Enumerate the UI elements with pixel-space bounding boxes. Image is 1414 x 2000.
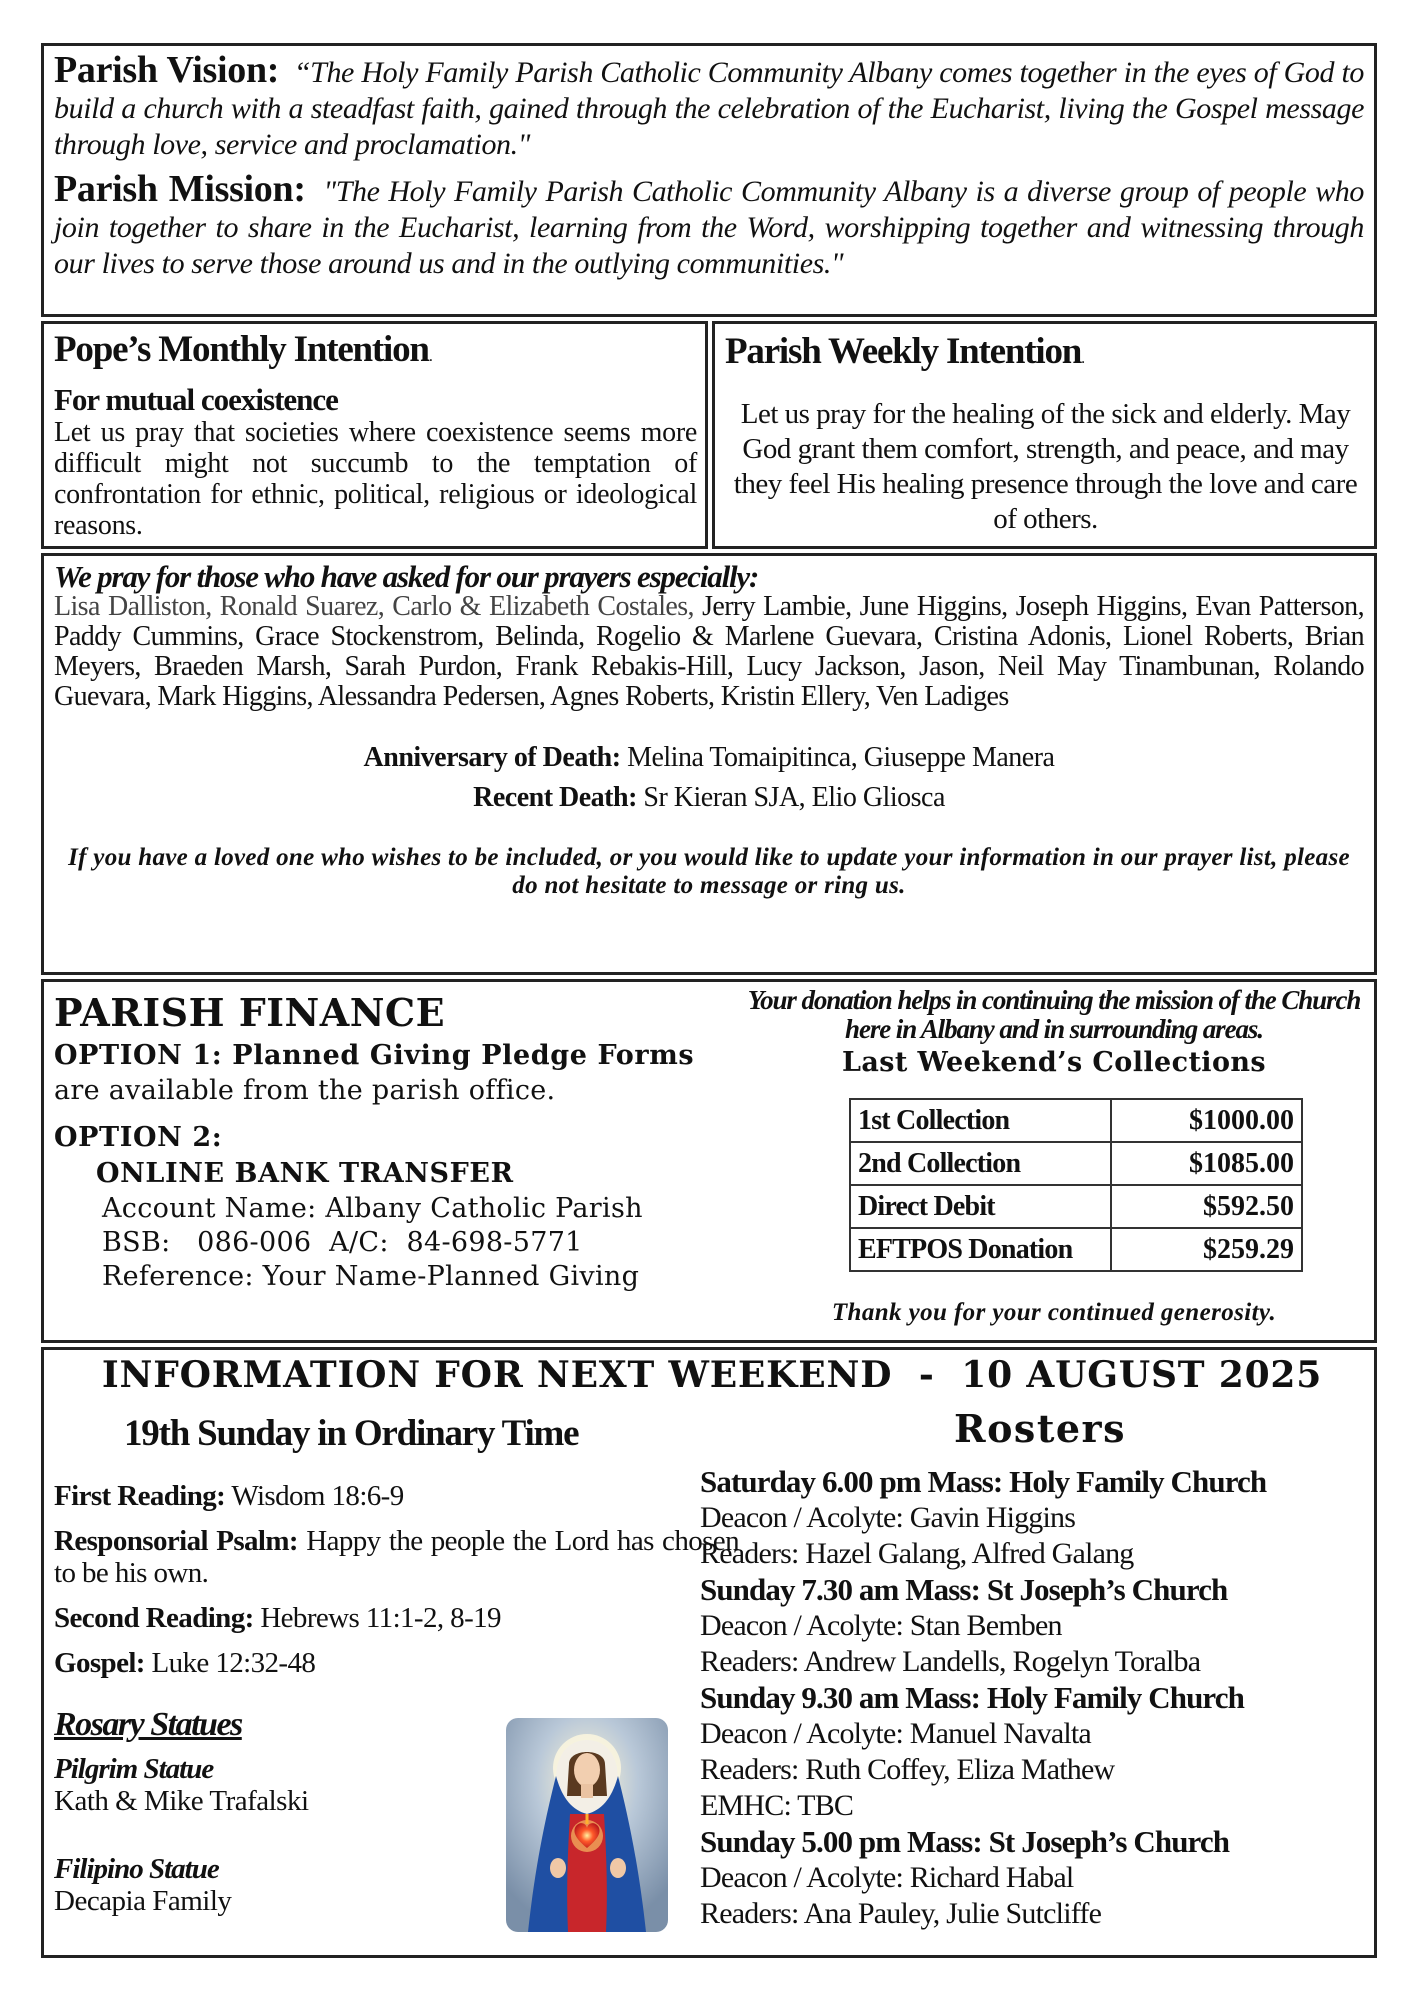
- roster-line: Deacon / Acolyte: Manuel Navalta: [700, 1717, 1091, 1750]
- readings-list: [54, 1480, 739, 1692]
- pope-intention-text: Let us pray that societies where coexistence seems more difficult might not succumb to the temptation of confrontation for ethnic, political, religious or ideological reasons.: [54, 417, 697, 541]
- prayer-list-heading: We pray for those who have asked for our prayers especially:: [54, 559, 759, 594]
- donation-note: Your donation helps in continuing the mission of the Church here in Albany and in surrounding areas.: [747, 985, 1361, 1044]
- option2-method: ONLINE BANK TRANSFER: [96, 1158, 514, 1189]
- vision-text: “The Holy Family Parish Catholic Community Albany comes together in the eyes of God to build a church with a steadfast faith, gained through the celebration of the Eucharist, living the Gospel message through love, service and proclamation.": [54, 56, 1365, 161]
- collection-amount: $1085.00: [1111, 1142, 1302, 1185]
- vision-mission-box: [41, 43, 1377, 317]
- roster-line: Deacon / Acolyte: Stan Bemben: [700, 1609, 1062, 1642]
- collection-amount: $592.50: [1111, 1185, 1302, 1228]
- collections-table: [849, 1098, 1303, 1272]
- vision-heading: Parish Vision:: [54, 49, 280, 91]
- sacred-heart-mary-image: [506, 1718, 668, 1932]
- roster-line: Deacon / Acolyte: Gavin Higgins: [700, 1501, 1076, 1534]
- mass-title: Saturday 6.00 pm Mass: Holy Family Church: [700, 1464, 1267, 1499]
- thanks-note: Thank you for your continued generosity.: [831, 1299, 1277, 1326]
- responsorial-psalm: Responsorial Psalm: Happy the people the Lord has chosen to be his own.: [54, 1525, 739, 1589]
- roster-line: EMHC: TBC: [700, 1789, 854, 1822]
- table-row: [850, 1185, 1302, 1228]
- prayer-names-rest: Jerry Lambie, June Higgins, Joseph Higgins, Evan Patterson, Paddy Cummins, Grace Stockenstrom, Belinda, Rogelio & Marlene Guevara, Cristina Adonis, Lionel Roberts, Brian Meyers, Braeden Marsh, Sarah Purdon, Frank Rebakis-Hill, Lucy Jackson, Jason, Neil May Tinambunan, Rolando Guevara, Mark Higgins, Alessandra Pedersen, Agnes Roberts, Kristin Ellery, Ven Ladiges: [54, 591, 1364, 712]
- collection-amount: $1000.00: [1111, 1099, 1302, 1142]
- collections-title: Last Weekend’s Collections: [841, 1047, 1267, 1078]
- pope-intention-box: [41, 321, 708, 549]
- recent-death-line: Recent Death: Sr Kieran SJA, Elio Gliosca: [473, 782, 945, 813]
- option1-heading: OPTION 1: Planned Giving Pledge Forms: [54, 1040, 695, 1071]
- next-weekend-info-box: [41, 1347, 1377, 1958]
- vision-paragraph: [54, 49, 1365, 163]
- pope-intention-title: Pope’s Monthly Intention.: [54, 329, 432, 370]
- bank-details: BSB: 086-006 A/C: 84-698-5771: [102, 1227, 583, 1258]
- table-row: [850, 1228, 1302, 1271]
- payment-reference: Reference: Your Name-Planned Giving: [102, 1261, 640, 1292]
- mass-title: Sunday 7.30 am Mass: St Joseph’s Church: [700, 1572, 1228, 1607]
- parish-finance-box: [41, 979, 1377, 1343]
- filipino-statue-label: Filipino Statue: [54, 1853, 219, 1885]
- option2-heading: OPTION 2:: [54, 1122, 223, 1153]
- table-row: [850, 1142, 1302, 1185]
- filipino-statue-family: Decapia Family: [54, 1885, 232, 1917]
- prayer-names: [54, 592, 1364, 712]
- rosters-title: Rosters: [954, 1406, 1126, 1451]
- roster-line: Readers: Ruth Coffey, Eliza Mathew: [700, 1753, 1115, 1786]
- gospel-reading: Gospel: Luke 12:32-48: [54, 1647, 316, 1679]
- pilgrim-statue-label: Pilgrim Statue: [54, 1753, 214, 1785]
- mission-paragraph: [54, 168, 1365, 282]
- mass-rosters: [700, 1464, 1375, 1932]
- weekly-intention-title: Parish Weekly Intention.: [725, 331, 1084, 372]
- roster-line: Readers: Andrew Landells, Rogelyn Toralba: [700, 1645, 1201, 1678]
- collection-amount: $259.29: [1111, 1228, 1302, 1271]
- roster-line: Deacon / Acolyte: Richard Habal: [700, 1861, 1074, 1894]
- weekly-intention-box: [712, 321, 1377, 549]
- roster-line: Readers: Hazel Galang, Alfred Galang: [700, 1537, 1134, 1570]
- prayer-names-grey: Lisa Dalliston, Ronald Suarez, Carlo & Elizabeth Costales,: [54, 591, 694, 622]
- liturgical-sunday: 19th Sunday in Ordinary Time: [124, 1413, 579, 1454]
- prayer-list-box: [41, 553, 1377, 975]
- table-row: [850, 1099, 1302, 1142]
- pope-intention-subtitle: For mutual coexistence: [54, 382, 338, 417]
- mission-heading: Parish Mission:: [54, 168, 306, 210]
- first-reading: First Reading: Wisdom 18:6-9: [54, 1480, 404, 1512]
- mass-title: Sunday 9.30 am Mass: Holy Family Church: [700, 1680, 1244, 1715]
- option1-text: are available from the parish office.: [54, 1075, 556, 1106]
- info-title: INFORMATION FOR NEXT WEEKEND - 10 AUGUST 2025: [101, 1354, 1323, 1396]
- prayer-list-note: If you have a loved one who wishes to be included, or you would like to update your information in our prayer list, please do not hesitate to message or ring us.: [68, 844, 1350, 899]
- collection-label: EFTPOS Donation: [850, 1228, 1111, 1271]
- second-reading: Second Reading: Hebrews 11:1-2, 8-19: [54, 1602, 501, 1634]
- collection-label: 2nd Collection: [850, 1142, 1111, 1185]
- roster-line: Readers: Ana Pauley, Julie Sutcliffe: [700, 1897, 1102, 1930]
- rosary-statues: [54, 1703, 524, 1917]
- mission-text: "The Holy Family Parish Catholic Community Albany is a diverse group of people who join together to share in the Eucharist, learning from the Word, worshipping together and witnessing through our lives to serve those around us and in the outlying communities.": [54, 175, 1365, 280]
- collection-label: Direct Debit: [850, 1185, 1111, 1228]
- rosary-title: Rosary Statues: [54, 1706, 242, 1743]
- finance-title: PARISH FINANCE: [54, 990, 446, 1035]
- weekly-intention-text: Let us pray for the healing of the sick and elderly. May God grant them comfort, strength, and peace, and may they feel His healing presence through the love and care of others.: [733, 398, 1358, 535]
- collection-label: 1st Collection: [850, 1099, 1111, 1142]
- account-name: Account Name: Albany Catholic Parish: [102, 1193, 643, 1224]
- pilgrim-statue-family: Kath & Mike Trafalski: [54, 1785, 309, 1817]
- anniversary-line: Anniversary of Death: Melina Tomaipitinca, Giuseppe Manera: [363, 742, 1055, 773]
- mass-title: Sunday 5.00 pm Mass: St Joseph’s Church: [700, 1824, 1230, 1859]
